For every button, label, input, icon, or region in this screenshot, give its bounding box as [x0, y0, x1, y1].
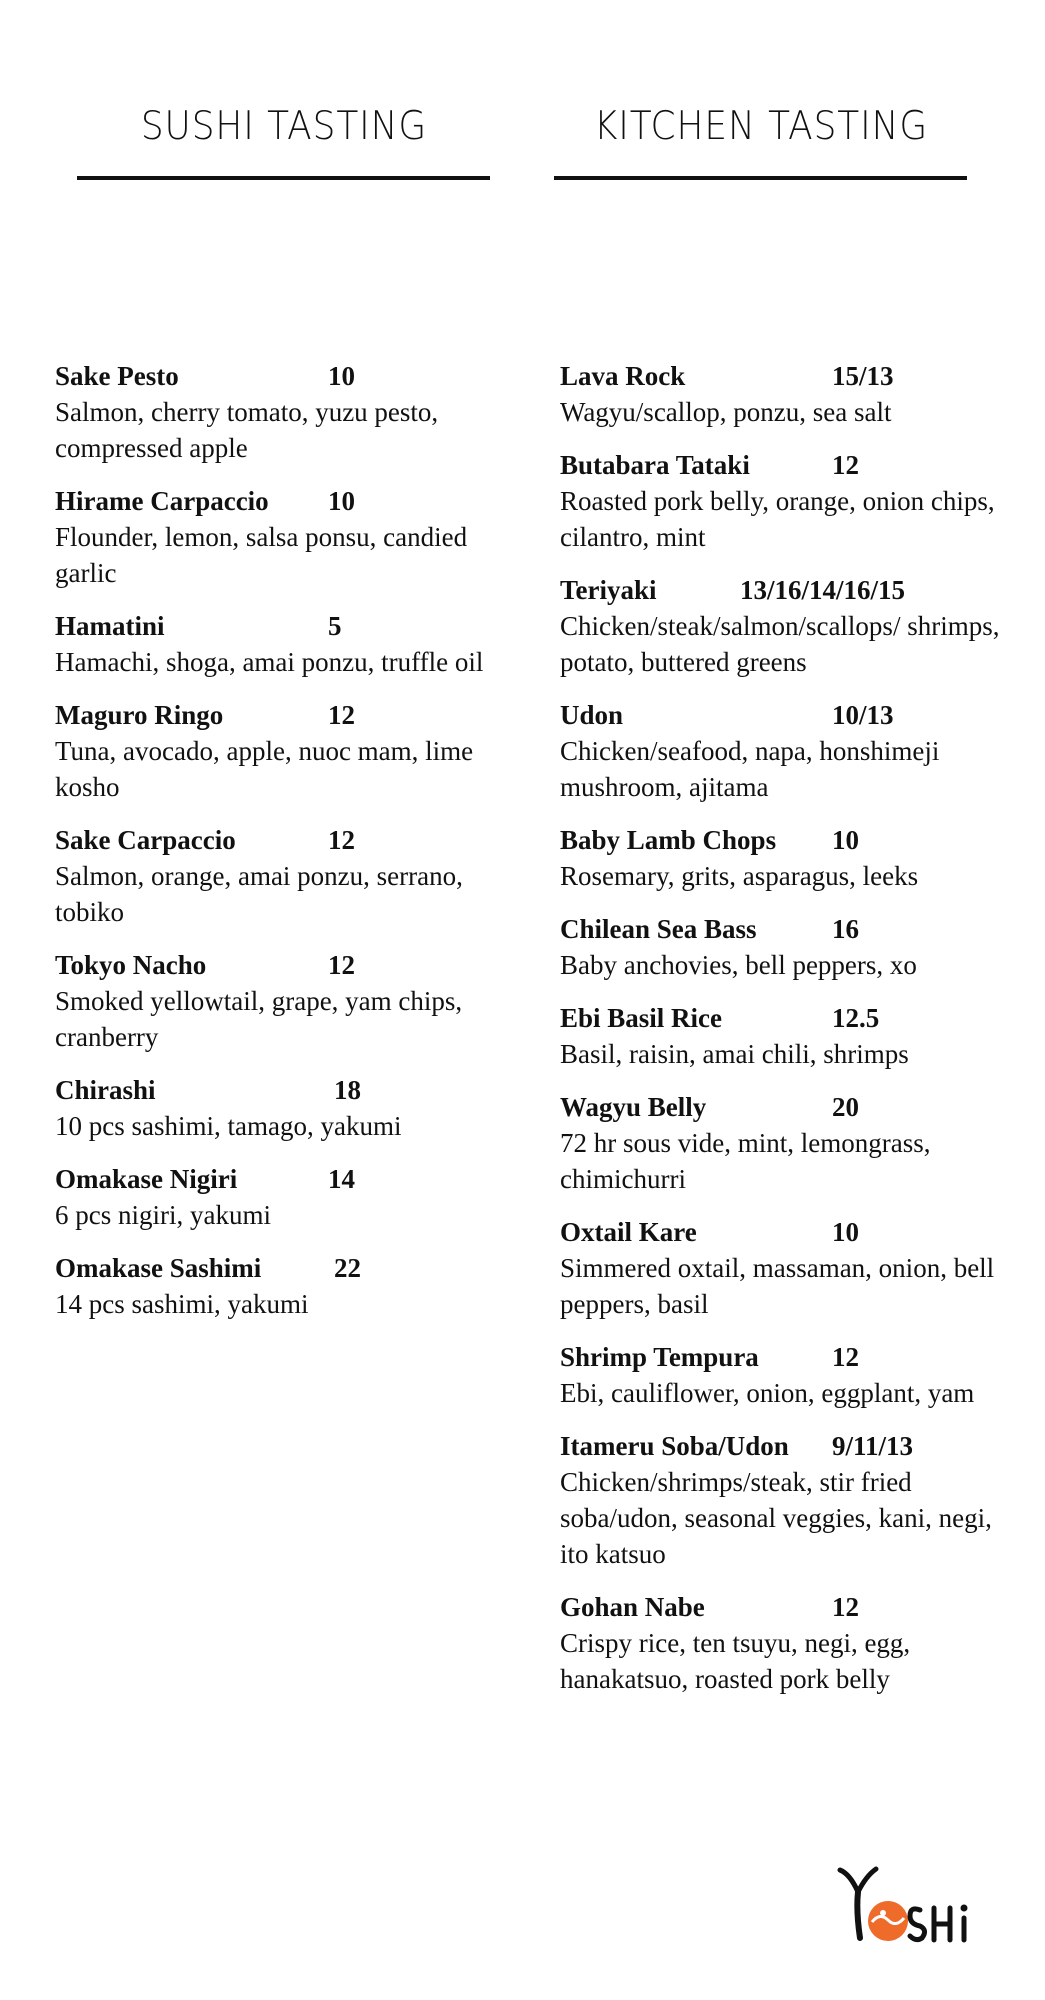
- menu-item-header: [560, 358, 1020, 394]
- menu-item-description: Hamachi, shoga, amai ponzu, truffle oil: [55, 647, 484, 677]
- menu-item-price: 12.5: [832, 1003, 880, 1033]
- menu-item-name: Wagyu Belly: [560, 1092, 707, 1122]
- menu-item-price: 9/11/13: [832, 1431, 914, 1461]
- menu-item-name: Maguro Ringo: [55, 700, 224, 730]
- menu-item: [560, 1589, 1020, 1697]
- menu-item: [560, 911, 1020, 983]
- menu-item-description: Tuna, avocado, apple, nuoc mam, lime kosho: [55, 736, 474, 802]
- menu-item: [55, 358, 535, 466]
- menu-item-header: [560, 1339, 1020, 1375]
- menu-item-header: [55, 483, 535, 519]
- menu-item-description: 14 pcs sashimi, yakumi: [55, 1289, 309, 1319]
- menu-item-description: Salmon, cherry tomato, yuzu pesto, compressed apple: [55, 397, 439, 463]
- menu-item-header: [560, 572, 1020, 608]
- menu-item: [560, 822, 1020, 894]
- menu-item-price: 5: [328, 611, 342, 641]
- menu-item-header: [560, 1428, 1020, 1464]
- menu-item-name: Itameru Soba/Udon: [560, 1431, 789, 1461]
- kitchen-tasting-heading: KITCHEN TASTING: [593, 104, 929, 149]
- kitchen-heading-divider: [554, 176, 967, 180]
- menu-item-price: 20: [832, 1092, 859, 1122]
- menu-item: [55, 1072, 535, 1144]
- menu-item-price: 10: [328, 486, 355, 516]
- menu-item-price: 12: [832, 450, 859, 480]
- menu-item-name: Baby Lamb Chops: [560, 825, 777, 855]
- menu-item-header: [55, 608, 535, 644]
- menu-item-header: [560, 1000, 1020, 1036]
- menu-item-description: Chicken/shrimps/steak, stir fried soba/udon, seasonal veggies, kani, negi, ito katsuo: [560, 1467, 992, 1569]
- menu-item-description: Salmon, orange, amai ponzu, serrano, tobiko: [55, 861, 463, 927]
- menu-item-name: Oxtail Kare: [560, 1217, 697, 1247]
- menu-item-header: [55, 1250, 535, 1286]
- menu-item: [560, 1214, 1020, 1322]
- menu-item-description: Flounder, lemon, salsa ponsu, candied garlic: [55, 522, 468, 588]
- menu-item-description: Baby anchovies, bell peppers, xo: [560, 950, 917, 980]
- menu-item-description: 10 pcs sashimi, tamago, yakumi: [55, 1111, 402, 1141]
- menu-item-description: Rosemary, grits, asparagus, leeks: [560, 861, 919, 891]
- menu-item-name: Sake Pesto: [55, 361, 179, 391]
- menu-item-header: [55, 1161, 535, 1197]
- menu-item: [55, 697, 535, 805]
- menu-item-price: 12: [328, 825, 355, 855]
- menu-item-header: [560, 697, 1020, 733]
- menu-item-name: Teriyaki: [560, 575, 657, 605]
- menu-item-description: Roasted pork belly, orange, onion chips, cilantro, mint: [560, 486, 995, 552]
- menu-item-price: 12: [328, 700, 355, 730]
- menu-item-price: 10: [832, 1217, 859, 1247]
- menu-item: [560, 572, 1020, 680]
- menu-item-header: [560, 447, 1020, 483]
- menu-item-description: Chicken/steak/salmon/scallops/ shrimps, potato, buttered greens: [560, 611, 1000, 677]
- menu-item-description: Wagyu/scallop, ponzu, sea salt: [560, 397, 892, 427]
- menu-item-name: Omakase Sashimi: [55, 1253, 262, 1283]
- menu-item-price: 12: [832, 1592, 859, 1622]
- menu-item: [55, 822, 535, 930]
- menu-item-description: Simmered oxtail, massaman, onion, bell peppers, basil: [560, 1253, 995, 1319]
- menu-item: [55, 483, 535, 591]
- sushi-tasting-heading: SUSHI TASTING: [140, 104, 428, 149]
- menu-item-name: Hamatini: [55, 611, 165, 641]
- menu-item-description: Basil, raisin, amai chili, shrimps: [560, 1039, 909, 1069]
- menu-item-header: [55, 1072, 535, 1108]
- menu-item-description: Chicken/seafood, napa, honshimeji mushroom, ajitama: [560, 736, 940, 802]
- menu-item-description: Crispy rice, ten tsuyu, negi, egg, hanakatsuo, roasted pork belly: [560, 1628, 911, 1694]
- menu-item-header: [560, 1089, 1020, 1125]
- menu-item-header: [560, 1589, 1020, 1625]
- menu-item: [55, 1161, 535, 1233]
- menu-item-name: Butabara Tataki: [560, 450, 750, 480]
- menu-item-header: [55, 822, 535, 858]
- menu-item-name: Udon: [560, 700, 624, 730]
- menu-item-name: Shrimp Tempura: [560, 1342, 759, 1372]
- menu-item-price: 10: [832, 825, 859, 855]
- sushi-menu-list: [55, 358, 535, 1339]
- menu-item: [560, 358, 1020, 430]
- menu-item-name: Sake Carpaccio: [55, 825, 236, 855]
- menu-item-description: 72 hr sous vide, mint, lemongrass, chimichurri: [560, 1128, 931, 1194]
- menu-item: [55, 947, 535, 1055]
- menu-item-header: [55, 697, 535, 733]
- menu-item-header: [560, 911, 1020, 947]
- menu-item: [55, 608, 535, 680]
- menu-item: [560, 697, 1020, 805]
- menu-item: [55, 1250, 535, 1322]
- menu-item-name: Ebi Basil Rice: [560, 1003, 723, 1033]
- menu-item-price: 15/13: [832, 361, 894, 391]
- menu-item-header: [55, 947, 535, 983]
- menu-item-name: Tokyo Nacho: [55, 950, 207, 980]
- menu-item-price: 13/16/14/16/15: [740, 575, 906, 605]
- menu-item-name: Omakase Nigiri: [55, 1164, 238, 1194]
- menu-item-name: Lava Rock: [560, 361, 686, 391]
- menu-item-price: 22: [334, 1253, 361, 1283]
- menu-item-description: 6 pcs nigiri, yakumi: [55, 1200, 271, 1230]
- menu-item-price: 12: [832, 1342, 859, 1372]
- sushi-heading-divider: [77, 176, 490, 180]
- menu-item: [560, 1428, 1020, 1572]
- menu-item-description: Ebi, cauliflower, onion, eggplant, yam: [560, 1378, 975, 1408]
- menu-item: [560, 1000, 1020, 1072]
- menu-item-name: Gohan Nabe: [560, 1592, 705, 1622]
- menu-item-name: Hirame Carpaccio: [55, 486, 269, 516]
- menu-item-price: 18: [334, 1075, 361, 1105]
- menu-item-name: Chirashi: [55, 1075, 156, 1105]
- menu-item-price: 14: [328, 1164, 355, 1194]
- menu-item-price: 12: [328, 950, 355, 980]
- menu-item-price: 10/13: [832, 700, 894, 730]
- menu-item-description: Smoked yellowtail, grape, yam chips, cranberry: [55, 986, 463, 1052]
- menu-item-header: [560, 1214, 1020, 1250]
- menu-item-name: Chilean Sea Bass: [560, 914, 757, 944]
- menu-item-header: [55, 358, 535, 394]
- yoshi-logo: [836, 1866, 986, 1946]
- menu-item: [560, 447, 1020, 555]
- menu-item-header: [560, 822, 1020, 858]
- menu-item-price: 10: [328, 361, 355, 391]
- menu-item-price: 16: [832, 914, 859, 944]
- menu-item: [560, 1339, 1020, 1411]
- menu-item: [560, 1089, 1020, 1197]
- kitchen-menu-list: [560, 358, 1020, 1714]
